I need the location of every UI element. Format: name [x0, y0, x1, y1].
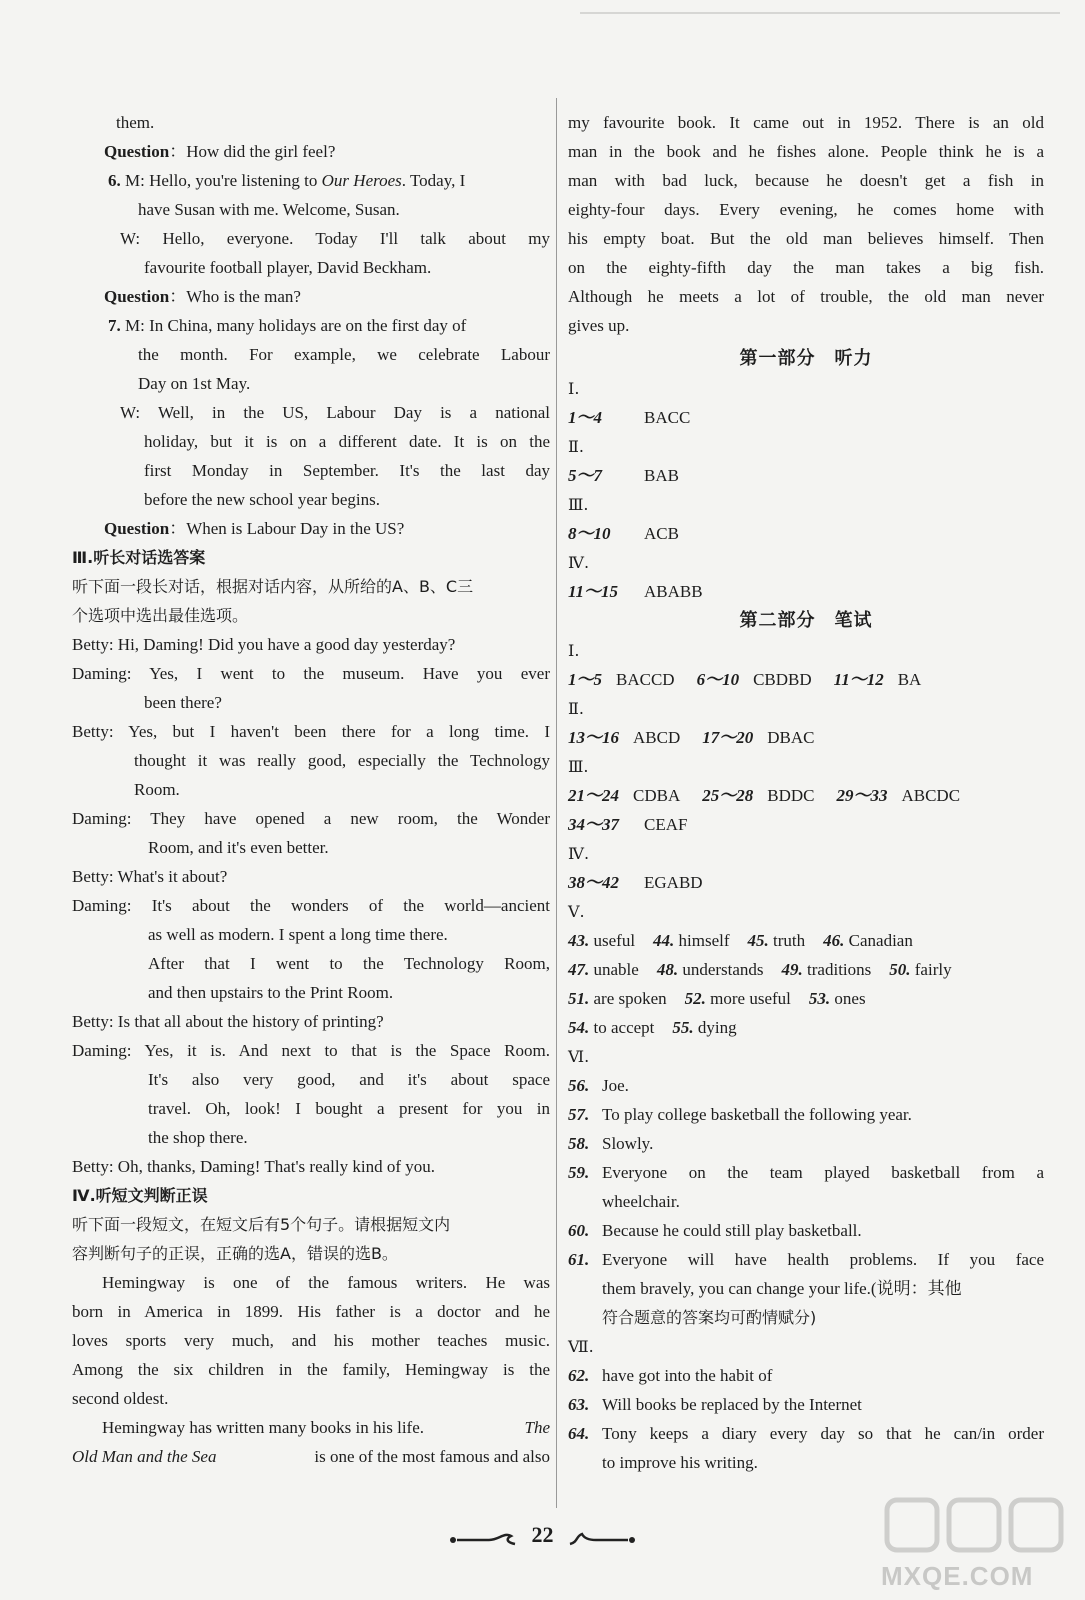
- section-roman: Ⅰ.: [568, 379, 580, 398]
- answer-range: 1～4: [568, 408, 602, 427]
- answer-row: [568, 723, 1044, 752]
- page-number: 22: [531, 1522, 554, 1547]
- section-heading: Ⅲ.听长对话选答案: [72, 548, 206, 567]
- section-roman: Ⅴ.: [568, 902, 585, 921]
- answer-value: are spoken: [593, 989, 667, 1008]
- dialogue-line: Daming: Yes, it is. And next to that is the Space Room.: [72, 1041, 550, 1060]
- answer-row: [568, 1013, 1044, 1042]
- answer-row: [568, 403, 1044, 432]
- answer-item: [568, 1390, 1044, 1419]
- item-number: 63.: [568, 1395, 590, 1414]
- listening-answers: [568, 374, 1044, 606]
- answer-item: [568, 1361, 1044, 1390]
- top-rule: [580, 12, 1060, 14]
- answer-value: unable: [593, 960, 639, 979]
- dialogue-text: M: Hello, you're listening to: [125, 171, 318, 190]
- dialogue-line: Betty: Yes, but I haven't been there for a long time. I: [72, 722, 550, 741]
- answer-item: [568, 1129, 1044, 1158]
- answer-text: have got into the habit of: [602, 1366, 773, 1385]
- answer-range: 5～7: [568, 466, 602, 485]
- question-label: Question: [104, 519, 170, 538]
- dialogue-line: W: Well, in the US, Labour Day is a national: [120, 403, 550, 422]
- section-roman: Ⅶ.: [568, 1337, 594, 1356]
- answer-range: 13～16: [568, 728, 619, 747]
- item-number: 47.: [568, 960, 590, 979]
- book-title: Old Man and the Sea: [72, 1447, 217, 1466]
- dialogue-line: Room, and it's even better.: [148, 838, 329, 857]
- column-divider: [556, 98, 557, 1508]
- item-number: 61.: [568, 1250, 590, 1269]
- answer-item: [568, 1216, 1044, 1245]
- answer-range: 11～12: [833, 670, 884, 689]
- answer-item: [568, 1245, 1044, 1274]
- answer-range: 8～10: [568, 524, 611, 543]
- dialogue-line: the month. For example, we celebrate Labour: [138, 345, 550, 364]
- answer-range: 29～33: [836, 786, 888, 805]
- answer-range: 6～10: [696, 670, 740, 689]
- answer-value: EGABD: [644, 873, 703, 892]
- answer-row: [568, 955, 1044, 984]
- passage-text: is one of the most famous and also: [314, 1447, 550, 1466]
- part-heading-listening: 第一部分 听力: [739, 348, 873, 369]
- watermark-text: MXQE.COM: [881, 1561, 1034, 1591]
- part-heading-writing: 第二部分 笔试: [739, 610, 873, 631]
- dialogue-line: travel. Oh, look! I bought a present for you in: [148, 1099, 550, 1118]
- passage-line: loves sports very much, and his mother teaches music.: [72, 1331, 550, 1350]
- dialogue-line: have Susan with me. Welcome, Susan.: [138, 200, 400, 219]
- dialogue-line: favourite football player, David Beckham.: [144, 258, 432, 277]
- item-number: 52.: [684, 989, 706, 1008]
- dialogue-line: thought it was really good, especially the Technology: [134, 751, 550, 770]
- answer-continuation: to improve his writing.: [602, 1453, 758, 1472]
- instruction-line: 听下面一段长对话，根据对话内容，从所给的A、B、C三: [72, 577, 474, 596]
- answer-value: CEAF: [644, 815, 688, 834]
- answer-range: 21～24: [568, 786, 619, 805]
- dialogue-line: and then upstairs to the Print Room.: [148, 983, 394, 1002]
- dialogue-line: as well as modern. I spent a long time there.: [148, 925, 448, 944]
- dialogue-line: Betty: Oh, thanks, Daming! That's really kind of you.: [72, 1157, 436, 1176]
- answer-text: Everyone on the team played basketball from a: [602, 1163, 1044, 1182]
- dialogue-line: Daming: It's about the wonders of the world—ancient: [72, 896, 550, 915]
- question-label: Question: [104, 287, 170, 306]
- item-number: 53.: [808, 989, 831, 1008]
- answer-row: [568, 519, 1044, 548]
- passage-line: Among the six children in the family, Hemingway is the: [72, 1360, 550, 1379]
- answer-value: BA: [897, 670, 922, 689]
- answer-value: ABABB: [644, 582, 703, 601]
- passage-line: eighty-four days. Every evening, he comes home with: [568, 200, 1044, 219]
- item-number: 60.: [568, 1221, 590, 1240]
- dialogue-line: W: Hello, everyone. Today I'll talk about my: [120, 229, 550, 248]
- answer-row: [568, 781, 1044, 810]
- answer-note: 符合题意的答案均可酌情赋分): [602, 1308, 817, 1327]
- answer-value: fairly: [914, 960, 952, 979]
- dialogue-line: been there?: [144, 693, 222, 712]
- passage-line: Hemingway is one of the famous writers. He was: [102, 1273, 550, 1292]
- answer-value: Canadian: [848, 931, 913, 950]
- answer-range: 38～42: [568, 873, 619, 892]
- passage-line: [72, 1442, 550, 1471]
- dialogue-line: [72, 166, 550, 195]
- item-number: 6.: [108, 171, 121, 190]
- dialogue-line: Daming: They have opened a new room, the Wonder: [72, 809, 550, 828]
- answer-value: ABCD: [633, 728, 681, 747]
- dialogue-line: After that I went to the Technology Room,: [148, 954, 550, 973]
- dialogue-line: first Monday in September. It's the last day: [144, 461, 550, 480]
- answer-row: [568, 868, 1044, 897]
- passage-line: gives up.: [568, 316, 630, 335]
- text-line: them.: [116, 113, 155, 132]
- answer-text: Joe.: [602, 1076, 629, 1095]
- section-roman: Ⅳ.: [568, 844, 590, 863]
- answer-text: Everyone will have health problems. If you face: [602, 1250, 1044, 1269]
- dialogue-line: Betty: Is that all about the history of printing?: [72, 1012, 384, 1031]
- answer-text: Because he could still play basketball.: [602, 1221, 862, 1240]
- watermark-badge-icon: [881, 1494, 1071, 1556]
- answer-range: 25～28: [702, 786, 754, 805]
- instruction-line: 个选项中选出最佳选项。: [72, 606, 249, 625]
- answer-continuation: them bravely, you can change your life.(说明：其他: [602, 1279, 962, 1298]
- dialogue-text: M: In China, many holidays are on the first day of: [125, 316, 467, 335]
- left-ornament-icon: [449, 1528, 519, 1548]
- section-roman: Ⅰ.: [568, 641, 580, 660]
- answer-value: more useful: [710, 989, 791, 1008]
- dialogue-line: Daming: Yes, I went to the museum. Have you ever: [72, 664, 550, 683]
- item-number: 64.: [568, 1424, 590, 1443]
- passage-text: Hemingway has written many books in his life.: [102, 1418, 425, 1437]
- dialogue-line: Room.: [134, 780, 180, 799]
- answer-item: [568, 1071, 1044, 1100]
- item-number: 46.: [823, 931, 845, 950]
- answer-value: himself: [678, 931, 730, 950]
- answer-row: [568, 461, 1044, 490]
- section-roman: Ⅲ.: [568, 757, 589, 776]
- answer-value: ones: [834, 989, 866, 1008]
- instruction-line: 容判断句子的正误，正确的选A，错误的选B。: [72, 1244, 398, 1263]
- answer-value: useful: [593, 931, 636, 950]
- left-column: [72, 108, 550, 1471]
- answer-value: dying: [697, 1018, 737, 1037]
- item-number: 45.: [747, 931, 769, 950]
- passage-line: Although he meets a lot of trouble, the old man never: [568, 287, 1044, 306]
- book-title: The: [524, 1418, 550, 1437]
- item-number: 43.: [568, 931, 590, 950]
- answer-value: to accept: [593, 1018, 655, 1037]
- dialogue-line: It's also very good, and it's about space: [148, 1070, 550, 1089]
- item-number: 51.: [568, 989, 590, 1008]
- dialogue-text: . Today, I: [401, 171, 466, 190]
- answer-value: BACC: [644, 408, 691, 427]
- answer-value: traditions: [807, 960, 872, 979]
- answer-text: Will books be replaced by the Internet: [602, 1395, 862, 1414]
- right-column: [568, 108, 1044, 1477]
- item-number: 57.: [568, 1105, 590, 1124]
- passage-line: second oldest.: [72, 1389, 169, 1408]
- passage-line: [72, 1413, 550, 1442]
- section-roman: Ⅱ.: [568, 699, 584, 718]
- answer-value: CDBA: [633, 786, 681, 805]
- dialogue-line: Day on 1st May.: [138, 374, 251, 393]
- item-number: 62.: [568, 1366, 590, 1385]
- dialogue-line: Betty: Hi, Daming! Did you have a good day yesterday?: [72, 635, 456, 654]
- answer-continuation: wheelchair.: [602, 1192, 680, 1211]
- right-ornament-icon: [566, 1528, 636, 1548]
- question-line: Question：Who is the man?: [104, 287, 301, 306]
- question-text: How did the girl feel?: [186, 142, 336, 161]
- answer-value: CBDBD: [753, 670, 812, 689]
- item-number: 56.: [568, 1076, 590, 1095]
- passage-line: man in the book and he fishes alone. People think he is a: [568, 142, 1044, 161]
- answer-row: [568, 926, 1044, 955]
- passage-line: on the eighty-fifth day the man takes a big fish.: [568, 258, 1044, 277]
- section-roman: Ⅱ.: [568, 437, 584, 456]
- answer-text: Tony keeps a diary every day so that he can/in order: [602, 1424, 1044, 1443]
- question-label: Question: [104, 142, 170, 161]
- answer-row: [568, 984, 1044, 1013]
- passage-line: his empty boat. But the old man believes himself. Then: [568, 229, 1044, 248]
- instruction-line: 听下面一段短文，在短文后有5个句子。请根据短文内: [72, 1215, 451, 1234]
- answer-row: [568, 665, 1044, 694]
- dialogue-line: Betty: What's it about?: [72, 867, 228, 886]
- passage-line: my favourite book. It came out in 1952. There is an old: [568, 113, 1044, 132]
- question-line: Question：When is Labour Day in the US?: [104, 519, 405, 538]
- item-number: 55.: [672, 1018, 694, 1037]
- answer-item: [568, 1419, 1044, 1448]
- answer-item: [568, 1100, 1044, 1129]
- program-title: Our Heroes: [321, 171, 402, 190]
- item-number: 58.: [568, 1134, 590, 1153]
- question-text: When is Labour Day in the US?: [186, 519, 405, 538]
- answer-text: Slowly.: [602, 1134, 654, 1153]
- answer-value: BACCD: [616, 670, 675, 689]
- dialogue-line: before the new school year begins.: [144, 490, 381, 509]
- section-roman: Ⅳ.: [568, 553, 590, 572]
- question-line: Question：How did the girl feel?: [104, 142, 336, 161]
- section-roman: Ⅵ.: [568, 1047, 590, 1066]
- answer-value: DBAC: [767, 728, 815, 747]
- item-number: 7.: [108, 316, 121, 335]
- dialogue-line: the shop there.: [148, 1128, 248, 1147]
- dialogue-line: [72, 311, 550, 340]
- item-number: 48.: [656, 960, 679, 979]
- answer-range: 34～37: [568, 815, 619, 834]
- item-number: 49.: [781, 960, 803, 979]
- section-heading: Ⅳ.听短文判断正误: [72, 1186, 208, 1205]
- passage-line: man with bad luck, because he doesn't get a fish in: [568, 171, 1044, 190]
- answer-value: BDDC: [767, 786, 815, 805]
- answer-value: understands: [682, 960, 764, 979]
- item-number: 44.: [653, 931, 675, 950]
- item-number: 50.: [889, 960, 911, 979]
- watermark-logo: [881, 1494, 1071, 1594]
- answer-value: ABCDC: [901, 786, 961, 805]
- dialogue-line: holiday, but it is on a different date. It is on the: [144, 432, 550, 451]
- answer-item: [568, 1158, 1044, 1187]
- answer-row: [568, 577, 1044, 606]
- answer-value: BAB: [644, 466, 679, 485]
- passage-line: born in America in 1899. His father is a doctor and he: [72, 1302, 550, 1321]
- answer-range: 11～15: [568, 582, 619, 601]
- answer-range: 1～5: [568, 670, 602, 689]
- answer-range: 17～20: [702, 728, 754, 747]
- answer-text: To play college basketball the following year.: [602, 1105, 912, 1124]
- section-roman: Ⅲ.: [568, 495, 589, 514]
- item-number: 54.: [568, 1018, 590, 1037]
- item-number: 59.: [568, 1163, 590, 1182]
- answer-value: ACB: [644, 524, 679, 543]
- word-answers: [568, 926, 1044, 1042]
- answer-row: [568, 810, 1044, 839]
- answer-value: truth: [773, 931, 806, 950]
- question-text: Who is the man?: [186, 287, 301, 306]
